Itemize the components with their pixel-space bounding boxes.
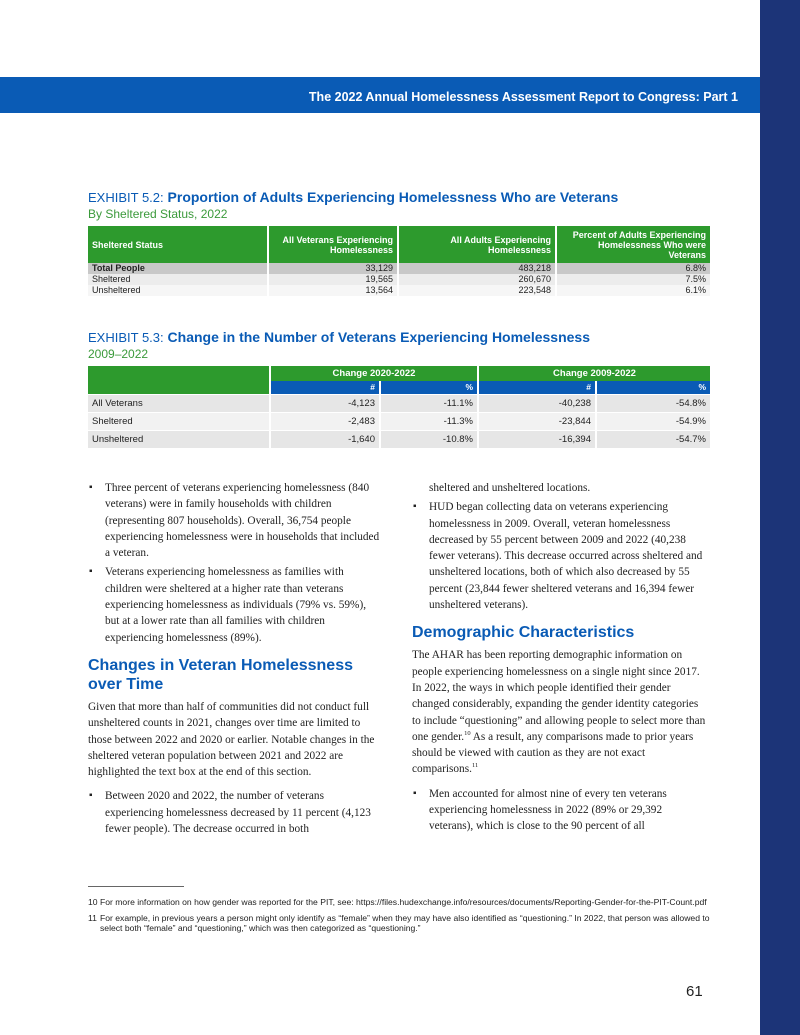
table-cell: -4,123	[270, 394, 380, 412]
exhibit-5-2-subtitle: By Sheltered Status, 2022	[88, 207, 228, 221]
bullet-list	[412, 786, 707, 835]
footnote-number: 11	[88, 912, 97, 923]
bullet-item: ▪ Veterans experiencing homelessness as families with children were sheltered at a higher rate than veterans experiencing homelessness as individuals (79% vs. 59%), but at a lower rate than all families with children experiencing homelessness (89%).	[88, 564, 383, 645]
header-cell: All Adults Experiencing Homelessness	[398, 226, 556, 263]
table-cell: -54.9%	[596, 412, 710, 430]
footnote	[88, 897, 718, 908]
header-cell: Percent of Adults Experiencing Homelessness Who were Veterans	[556, 226, 710, 263]
footnote-text: For more information on how gender was reported for the PIT, see: https://files.hudexchange.info/resources/documents/Reporting-Gender-for-the-PIT-Count.pdf	[100, 897, 707, 907]
exhibit-5-2-heading: Proportion of Adults Experiencing Homelessness Who are Veterans	[167, 189, 619, 205]
table-cell: 19,565	[268, 274, 398, 285]
body-paragraph: Given that more than half of communities did not conduct full unsheltered counts in 2021, changes over time are limited to those between 2022 and 2020 or earlier. Notable changes in the sheltered veteran population between 2021 and 2022 are highlighted the text box at the end of this section.	[88, 700, 375, 779]
left-column	[88, 480, 383, 840]
report-title: The 2022 Annual Homelessness Assessment Report to Congress: Part 1	[308, 90, 738, 104]
subheader-cell: #	[270, 381, 380, 394]
footnotes	[88, 897, 718, 939]
footnote-text: For example, in previous years a person might only identify as “female” when they may have also identified as “questioning.” In 2022, that person was allowed to select both “female” and “questioning,” which was then categorized as “questioning.”	[100, 912, 710, 933]
exhibit-5-3	[88, 329, 710, 448]
table-cell: -54.8%	[596, 394, 710, 412]
exhibit-5-3-title	[88, 329, 710, 345]
group-header-cell: Change 2020-2022	[270, 366, 478, 381]
header-cell: Sheltered Status	[88, 226, 268, 263]
bullet-item: ▪ HUD began collecting data on veterans experiencing homelessness in 2009. Overall, veteran homelessness decreased by 55 percent between 2009 and 2022 (40,238 fewer veterans). This decrease occurred across sheltered and unsheltered locations, both of which also decreased by 55 percent (23,844 fewer sheltered veterans and 16,394 fewer unsheltered veterans).	[412, 499, 707, 613]
section-heading-changes: Changes in Veteran Homelessness over Time	[88, 656, 353, 693]
footnote-divider	[88, 886, 184, 887]
paragraph-text: The AHAR has been reporting demographic information on people experiencing homelessness on a single night since 2017. In 2022, the ways in which people identified their gender changed considerably, expanding the gender identity categories to include “questioning” and allowing people to select more than one gender.	[412, 649, 706, 743]
body-paragraph	[412, 647, 707, 777]
table-cell: 260,670	[398, 274, 556, 285]
footnote-ref[interactable]: 11	[471, 762, 479, 770]
exhibit-5-3-label: EXHIBIT 5.3:	[88, 330, 164, 345]
footnote-ref[interactable]: 10	[464, 730, 471, 738]
bullet-item: ▪ Men accounted for almost nine of every ten veterans experiencing homelessness in 2022 (89% or 29,392 veterans), which is close to the 90 percent of all	[412, 786, 707, 835]
table-cell: -11.3%	[380, 412, 478, 430]
group-header-cell: Change 2009-2022	[478, 366, 710, 381]
bullet-list	[88, 480, 383, 646]
table-cell: -11.1%	[380, 394, 478, 412]
right-column	[412, 480, 707, 838]
table-cell: 7.5%	[556, 274, 710, 285]
table-cell: 223,548	[398, 285, 556, 296]
report-header-band	[0, 77, 760, 113]
exhibit-5-2-label: EXHIBIT 5.2:	[88, 190, 164, 205]
table-cell: -10.8%	[380, 430, 478, 448]
bullet-item: ▪ Three percent of veterans experiencing homelessness (840 veterans) were in family households with children (representing 807 households). Overall, 36,754 people experiencing homelessness were in households that included a veteran.	[88, 480, 383, 561]
header-cell: All Veterans Experiencing Homelessness	[268, 226, 398, 263]
header-cell-empty	[88, 366, 270, 394]
exhibit-5-3-subtitle: 2009–2022	[88, 347, 149, 361]
bullet-item: ▪ Between 2020 and 2022, the number of veterans experiencing homelessness decreased by 11 percent (4,123 fewer people). The decrease occurred in both	[88, 788, 383, 837]
exhibit-5-3-table	[88, 366, 710, 448]
table-cell: -1,640	[270, 430, 380, 448]
table-group-header-row	[88, 366, 710, 381]
footnote-number: 10	[88, 897, 98, 907]
table-cell: -54.7%	[596, 430, 710, 448]
table-row	[88, 412, 710, 430]
bullet-list	[88, 788, 383, 837]
page-number: 61	[686, 983, 703, 1000]
table-row	[88, 430, 710, 448]
table-cell: 483,218	[398, 263, 556, 274]
table-header-row	[88, 226, 710, 263]
table-cell: -16,394	[478, 430, 596, 448]
exhibit-5-2-title	[88, 189, 710, 205]
subheader-cell: %	[380, 381, 478, 394]
bullet-item-continued: sheltered and unsheltered locations.	[429, 482, 591, 494]
table-cell: -23,844	[478, 412, 596, 430]
table-cell: Unsheltered	[88, 285, 268, 296]
table-cell: All Veterans	[88, 394, 270, 412]
exhibit-5-3-heading: Change in the Number of Veterans Experiencing Homelessness	[167, 329, 590, 345]
table-cell: 13,564	[268, 285, 398, 296]
table-row	[88, 394, 710, 412]
section-heading-demographics: Demographic Characteristics	[412, 624, 635, 642]
exhibit-5-2	[88, 189, 710, 296]
table-cell: 6.8%	[556, 263, 710, 274]
table-cell: Unsheltered	[88, 430, 270, 448]
footnote	[88, 913, 718, 934]
subheader-cell: %	[596, 381, 710, 394]
table-cell: Total People	[88, 263, 268, 274]
table-cell: -40,238	[478, 394, 596, 412]
table-cell: 6.1%	[556, 285, 710, 296]
subheader-cell: #	[478, 381, 596, 394]
side-accent-bar	[760, 0, 800, 1035]
exhibit-5-2-table	[88, 226, 710, 296]
table-cell: Sheltered	[88, 274, 268, 285]
table-row	[88, 263, 710, 274]
table-cell: 33,129	[268, 263, 398, 274]
paragraph-text: As a result, any comparisons made to prior years should be viewed with caution as they are not exact comparisons.	[412, 730, 694, 776]
table-row	[88, 285, 710, 296]
bullet-list	[412, 480, 707, 613]
table-row	[88, 274, 710, 285]
table-cell: Sheltered	[88, 412, 270, 430]
table-cell: -2,483	[270, 412, 380, 430]
